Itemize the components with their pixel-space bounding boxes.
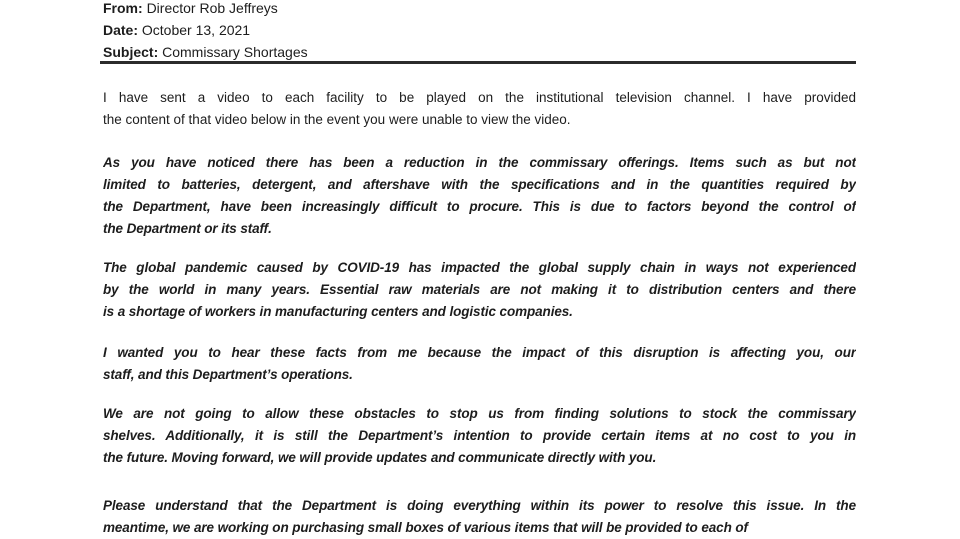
subject-value: Commissary Shortages <box>162 44 308 60</box>
subject-label: Subject: <box>103 44 159 60</box>
paragraph-line: I wanted you to hear these facts from me because the impact of this disruption is affecting you, our <box>103 345 856 360</box>
paragraph-line: by the world in many years. Essential raw materials are not making it to distribution centers and there <box>103 282 856 297</box>
paragraph-line: is a shortage of workers in manufacturing centers and logistic companies. <box>103 304 573 319</box>
paragraph-line: shelves. Additionally, it is still the Department’s intention to provide certain items at no cost to you in <box>103 428 856 443</box>
paragraph-line: As you have noticed there has been a reduction in the commissary offerings. Items such as but not <box>103 155 856 170</box>
paragraph-6 <box>103 495 856 539</box>
paragraph-line: Please understand that the Department is doing everything within its power to resolve this issue. In the <box>103 498 856 513</box>
paragraph-3 <box>103 257 856 323</box>
memo-header <box>103 0 308 63</box>
paragraph-1 <box>103 87 856 131</box>
memo-date-line <box>103 19 308 41</box>
date-value: October 13, 2021 <box>141 22 251 38</box>
paragraph-line: the content of that video below in the event you were unable to view the video. <box>103 112 571 127</box>
paragraph-line: I have sent a video to each facility to be played on the institutional television channel. I have provided <box>103 90 856 105</box>
memo-subject-line <box>103 41 308 63</box>
paragraph-line: the Department or its staff. <box>103 221 272 236</box>
date-label: Date: <box>103 22 139 38</box>
from-label: From: <box>103 0 143 16</box>
paragraph-line: We are not going to allow these obstacles to stop us from finding solutions to stock the commissary <box>103 406 856 421</box>
from-value: Director Rob Jeffreys <box>146 0 278 16</box>
paragraph-line: the future. Moving forward, we will provide updates and communicate directly with you. <box>103 450 657 465</box>
paragraph-5 <box>103 403 856 469</box>
paragraph-line: staff, and this Department’s operations. <box>103 367 353 382</box>
document-body <box>103 87 856 539</box>
paragraph-4 <box>103 342 856 386</box>
paragraph-line: limited to batteries, detergent, and aftershave with the specifications and in the quantities required by <box>103 177 856 192</box>
paragraph-line: the Department, have been increasingly difficult to procure. This is due to factors beyond the control of <box>103 199 856 214</box>
paragraph-2 <box>103 152 856 240</box>
memo-from-line <box>103 0 308 19</box>
header-divider <box>100 61 856 64</box>
paragraph-line: meantime, we are working on purchasing small boxes of various items that will be provided to each of <box>103 520 748 535</box>
paragraph-line: The global pandemic caused by COVID-19 has impacted the global supply chain in ways not experienced <box>103 260 856 275</box>
